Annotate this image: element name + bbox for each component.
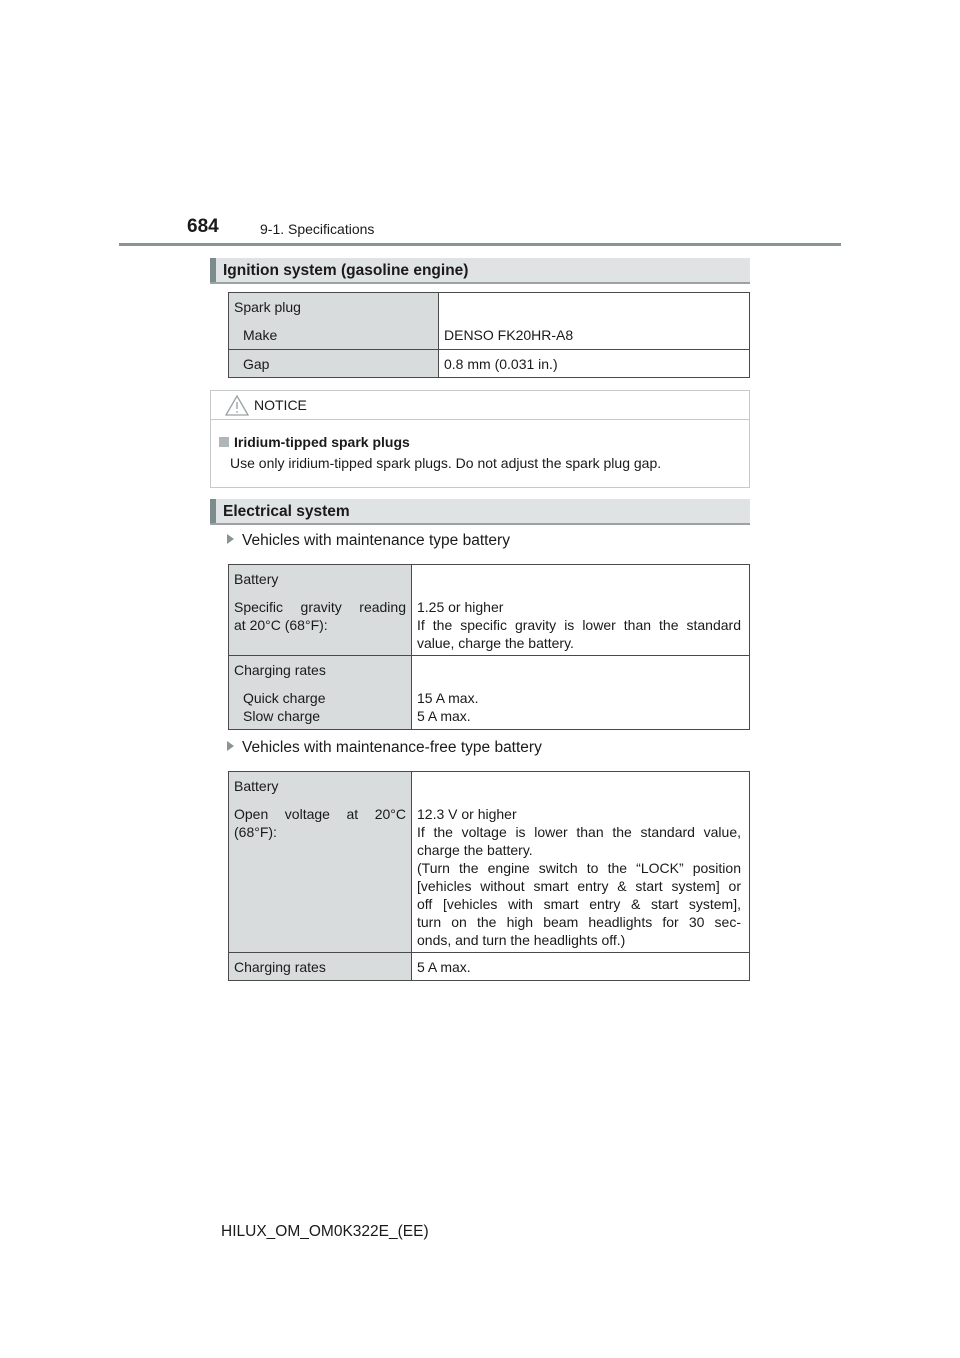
ignition-heading: [210, 258, 750, 284]
open-voltage-value-line6: off [vehicles with smart entry & start system],: [417, 896, 741, 912]
battery-label: Battery: [234, 571, 279, 587]
make-value-cell: [439, 293, 750, 350]
gap-label: Gap: [243, 356, 270, 372]
gap-value-cell: [439, 350, 750, 378]
gravity-label-line2: at 20°C (68°F):: [234, 617, 328, 633]
square-bullet-icon: [219, 437, 229, 447]
gravity-label-cell: [229, 565, 412, 656]
electrical-heading-title: Electrical system: [223, 503, 350, 520]
spark-plug-label: Spark plug: [234, 299, 301, 315]
charging-rates-label-cell: [229, 953, 412, 981]
open-voltage-value-line1: 12.3 V or higher: [417, 806, 517, 822]
maintenance-free-battery-caption: [227, 739, 542, 757]
heading-accent: [210, 499, 216, 523]
page-number: 684: [187, 216, 219, 237]
section-title: 9-1. Specifications: [260, 221, 375, 237]
open-voltage-value-line2: If the voltage is lower than the standard value,: [417, 824, 741, 840]
notice-body: Use only iridium-tipped spark plugs. Do not adjust the spark plug gap.: [230, 455, 662, 471]
open-voltage-label-cell: [229, 772, 412, 953]
triangle-bullet-icon: [227, 741, 234, 751]
maintenance-battery-caption: [227, 532, 510, 550]
maintenance-free-battery-table: [228, 771, 750, 981]
open-voltage-value-line5: [vehicles without smart entry & start system] or: [417, 878, 741, 894]
charging-rates-value: 5 A max.: [417, 959, 471, 975]
charging-rates-value-cell: [412, 953, 750, 981]
open-voltage-value-cell: [412, 772, 750, 953]
slow-charge-label: Slow charge: [243, 708, 321, 724]
notice-subheading: [219, 434, 410, 450]
warning-triangle-icon: [225, 395, 249, 416]
gravity-value-cell: [412, 565, 750, 656]
notice-box: [210, 390, 750, 488]
header-divider: [119, 243, 841, 246]
ignition-table: [228, 292, 750, 378]
maintenance-battery-caption-text: Vehicles with maintenance type battery: [242, 532, 510, 549]
battery-label: Battery: [234, 778, 279, 794]
make-value: DENSO FK20HR-A8: [444, 327, 574, 343]
charging-rates-label: Charging rates: [234, 662, 326, 678]
quick-charge-label: Quick charge: [243, 690, 326, 706]
footer-document-code: HILUX_OM_OM0K322E_(EE): [221, 1223, 429, 1240]
gravity-value-line1: 1.25 or higher: [417, 599, 504, 615]
notice-title: NOTICE: [254, 397, 307, 413]
make-label: Make: [243, 327, 278, 343]
ignition-heading-title: Ignition system (gasoline engine): [223, 262, 469, 279]
triangle-bullet-icon: [227, 534, 234, 544]
charging-rates-label: Charging rates: [234, 959, 326, 975]
spark-plug-label-cell: [229, 293, 439, 350]
heading-accent: [210, 258, 216, 282]
gravity-label-line1: Specific gravity reading: [234, 599, 406, 615]
open-voltage-value-line8: onds, and turn the headlights off.): [417, 932, 626, 948]
gravity-value-line2: If the specific gravity is lower than the standard: [417, 617, 741, 633]
charging-rates-value-cell: [412, 656, 750, 730]
notice-subheading-text: Iridium-tipped spark plugs: [234, 434, 410, 450]
notice-header: [211, 391, 749, 420]
open-voltage-label-line1: Open voltage at 20°C: [234, 806, 406, 822]
open-voltage-label-line2: (68°F):: [234, 824, 277, 840]
open-voltage-value-line3: charge the battery.: [417, 842, 533, 858]
gravity-value-line3: value, charge the battery.: [417, 635, 574, 651]
electrical-heading: [210, 499, 750, 525]
gap-label-cell: [229, 350, 439, 378]
gap-value: 0.8 mm (0.031 in.): [444, 356, 558, 372]
maintenance-battery-table: [228, 564, 750, 730]
charging-rates-label-cell: [229, 656, 412, 730]
open-voltage-value-line4: (Turn the engine switch to the “LOCK” position: [417, 860, 741, 876]
slow-charge-value: 5 A max.: [417, 708, 471, 724]
maintenance-free-battery-caption-text: Vehicles with maintenance-free type battery: [242, 739, 542, 756]
open-voltage-value-line7: turn on the high beam headlights for 30 sec-: [417, 914, 741, 930]
quick-charge-value: 15 A max.: [417, 690, 479, 706]
